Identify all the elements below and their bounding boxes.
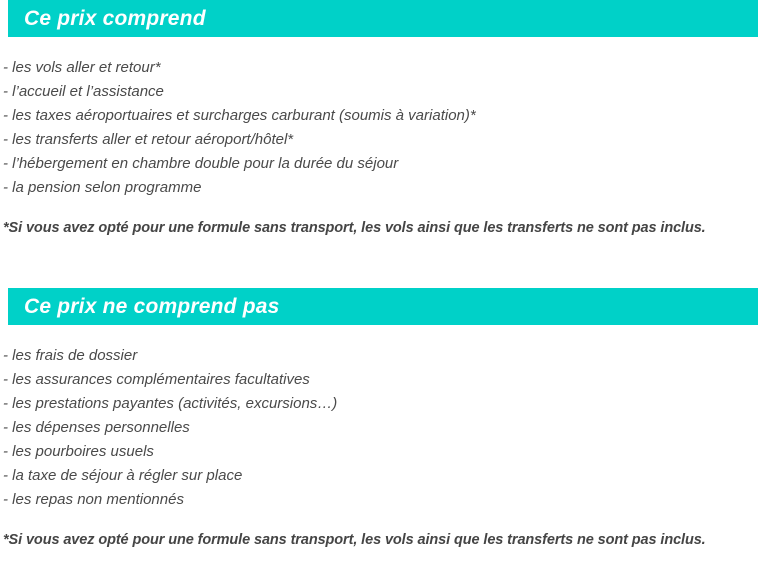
transport-disclaimer-note: *Si vous avez opté pour une formule sans transport, les vols ainsi que les transferts ne sont pas inclus. (3, 220, 706, 236)
transport-disclaimer-note: *Si vous avez opté pour une formule sans transport, les vols ainsi que les transferts ne sont pas inclus. (3, 532, 706, 548)
list-item: - l’accueil et l’assistance (3, 83, 164, 100)
price-included-section (0, 0, 758, 240)
list-item: - les prestations payantes (activités, excursions…) (3, 395, 338, 412)
section-header-banner (8, 288, 758, 325)
list-item: - l’hébergement en chambre double pour la durée du séjour (3, 155, 399, 172)
section-header-banner (8, 0, 758, 37)
list-item: - les dépenses personnelles (3, 419, 190, 436)
list-item: - les transferts aller et retour aéroport/hôtel* (3, 131, 294, 148)
not-included-items-list (0, 344, 758, 512)
list-item: - la taxe de séjour à régler sur place (3, 467, 243, 484)
list-item: - les assurances complémentaires facultatives (3, 371, 310, 388)
list-item: - les pourboires usuels (3, 443, 154, 460)
list-item: - les repas non mentionnés (3, 491, 184, 508)
included-items-list (0, 56, 758, 200)
list-item: - la pension selon programme (3, 179, 202, 196)
list-item: - les frais de dossier (3, 347, 138, 364)
price-not-included-section (0, 288, 758, 552)
section-title: Ce prix ne comprend pas (24, 294, 280, 318)
list-item: - les taxes aéroportuaires et surcharges carburant (soumis à variation)* (3, 107, 476, 124)
list-item: - les vols aller et retour* (3, 59, 161, 76)
section-title: Ce prix comprend (24, 6, 206, 30)
